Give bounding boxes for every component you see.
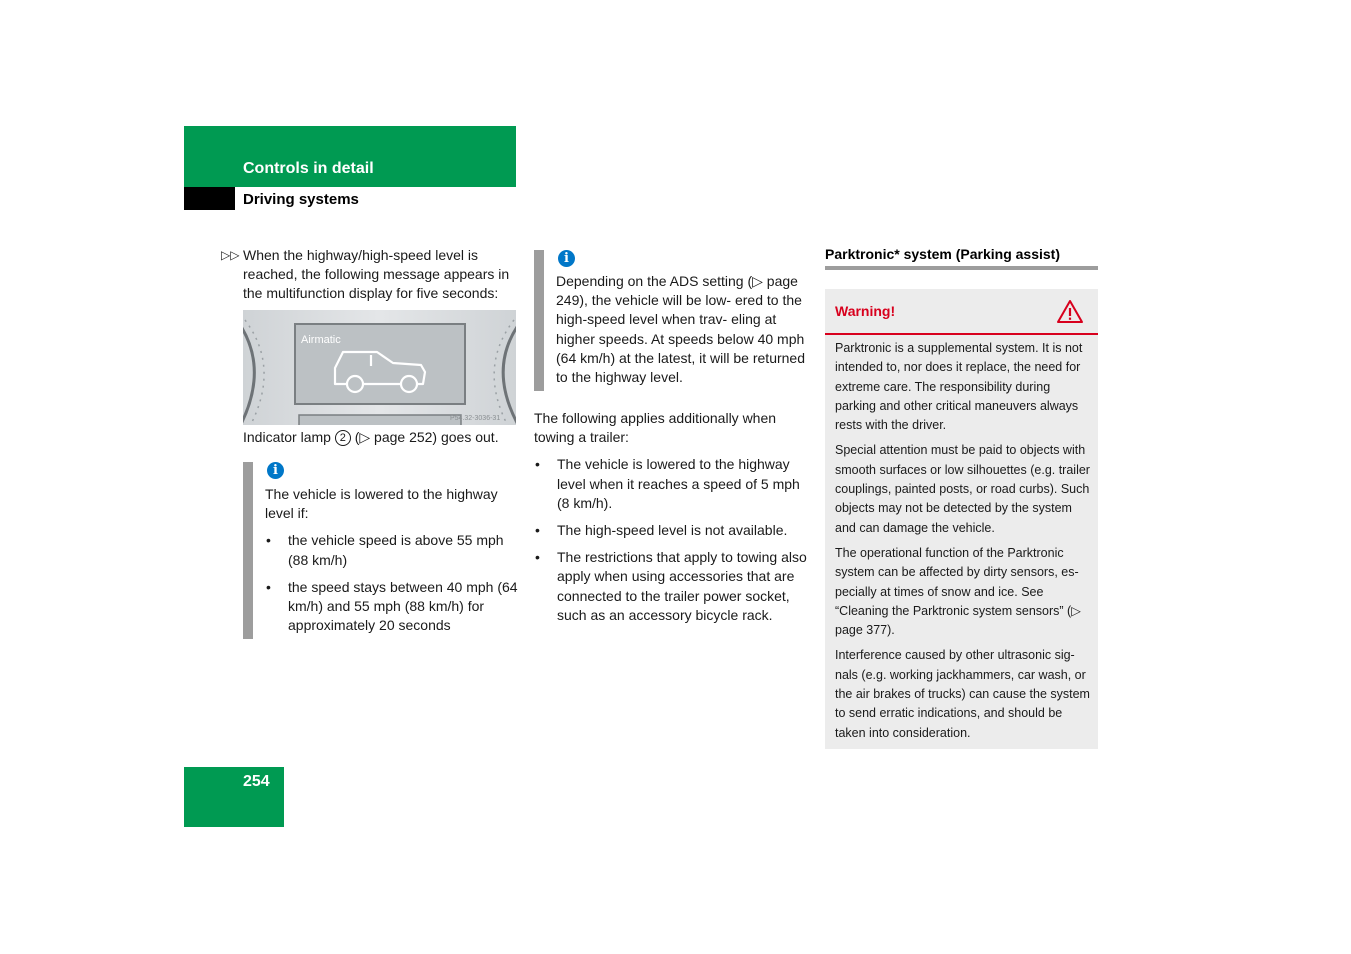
info-icon: i bbox=[558, 250, 575, 267]
warning-paragraph: Interference caused by other ultrasonic sig- nals (e.g. working jackhammers, car wash, or the air brakes of trucks) can cause the system to send erratic indications, and should be taken into consideration. bbox=[835, 648, 1090, 740]
lamp-text-after: (▷ page 252) goes out. bbox=[350, 429, 499, 445]
lamp-text-before: Indicator lamp bbox=[243, 429, 335, 445]
list-item: • The restrictions that apply to towing also apply when using accessories that are connected to the trailer power socket, such as an accessory bicycle rack. bbox=[534, 548, 814, 625]
info-note-lowering bbox=[243, 462, 523, 639]
info-note-bullets bbox=[265, 531, 523, 635]
info-note-lead: The vehicle is lowered to the highway level if: bbox=[265, 486, 498, 522]
warning-paragraph: Special attention must be paid to objects with smooth surfaces or low silhouettes (e.g. trailer couplings, painted posts, or road curbs). Such objects may not be detected by the system and can damage the vehicle. bbox=[835, 443, 1090, 535]
list-item: • The vehicle is lowered to the highway level when it reaches a speed of 5 mph (8 km/h). bbox=[534, 455, 814, 513]
info-side-bar bbox=[534, 250, 544, 391]
list-item: • the vehicle speed is above 55 mph (88 km/h) bbox=[265, 531, 523, 569]
continuation-paragraph bbox=[221, 246, 521, 304]
info-note-ads bbox=[534, 250, 814, 391]
warning-triangle-icon bbox=[1056, 299, 1084, 324]
trailer-section bbox=[534, 409, 814, 625]
info-icon: i bbox=[267, 462, 284, 479]
parktronic-heading: Parktronic* system (Parking assist) bbox=[825, 246, 1060, 262]
list-item: • The high-speed level is not available. bbox=[534, 521, 814, 540]
warning-box bbox=[825, 289, 1098, 749]
trailer-bullets bbox=[534, 455, 814, 625]
image-code: P54.32-3036-31 bbox=[450, 415, 501, 422]
section-title: Controls in detail bbox=[243, 160, 374, 177]
lamp-number-badge: 2 bbox=[335, 430, 351, 446]
warning-rule bbox=[825, 333, 1098, 335]
warning-title: Warning! bbox=[835, 303, 896, 319]
trailer-lead: The following applies additionally when towing a trailer: bbox=[534, 410, 777, 446]
info-side-bar bbox=[243, 462, 253, 639]
subsection-marker bbox=[184, 187, 235, 210]
warning-paragraph: The operational function of the Parktronic system can be affected by dirty sensors, es- pecially at times of snow and ice. See “Cleaning the Parktronic system sensors” (▷ page 377). bbox=[835, 545, 1081, 638]
continuation-arrow-icon: ▷▷ bbox=[221, 248, 240, 262]
intro-text: When the highway/high-speed level is reached, the following message appears in the multifunction display for five seconds: bbox=[243, 247, 510, 302]
info-note-body bbox=[265, 485, 523, 635]
display-label: Airmatic bbox=[301, 334, 341, 346]
warning-paragraph: Parktronic is a supplemental system. It is not intended to, nor does it replace, the need for extreme care. The responsibility during parking and other critical maneuvers always rests with the driver. bbox=[835, 341, 1083, 433]
info-note-body: Depending on the ADS setting (▷ page 249), the vehicle will be low- ered to the high-speed level when trav- eling at higher speeds. At speeds below 40 mph (64 km/h) at the latest, it will be returned to the highway level. bbox=[556, 273, 805, 386]
subsection-title: Driving systems bbox=[243, 191, 359, 208]
indicator-lamp-sentence bbox=[243, 428, 533, 447]
multifunction-display-image bbox=[243, 310, 516, 425]
list-item: • the speed stays between 40 mph (64 km/h) and 55 mph (88 km/h) for approximately 20 seconds bbox=[265, 578, 523, 636]
page-number: 254 bbox=[243, 773, 270, 790]
heading-rule bbox=[825, 266, 1098, 270]
warning-body bbox=[835, 339, 1093, 743]
